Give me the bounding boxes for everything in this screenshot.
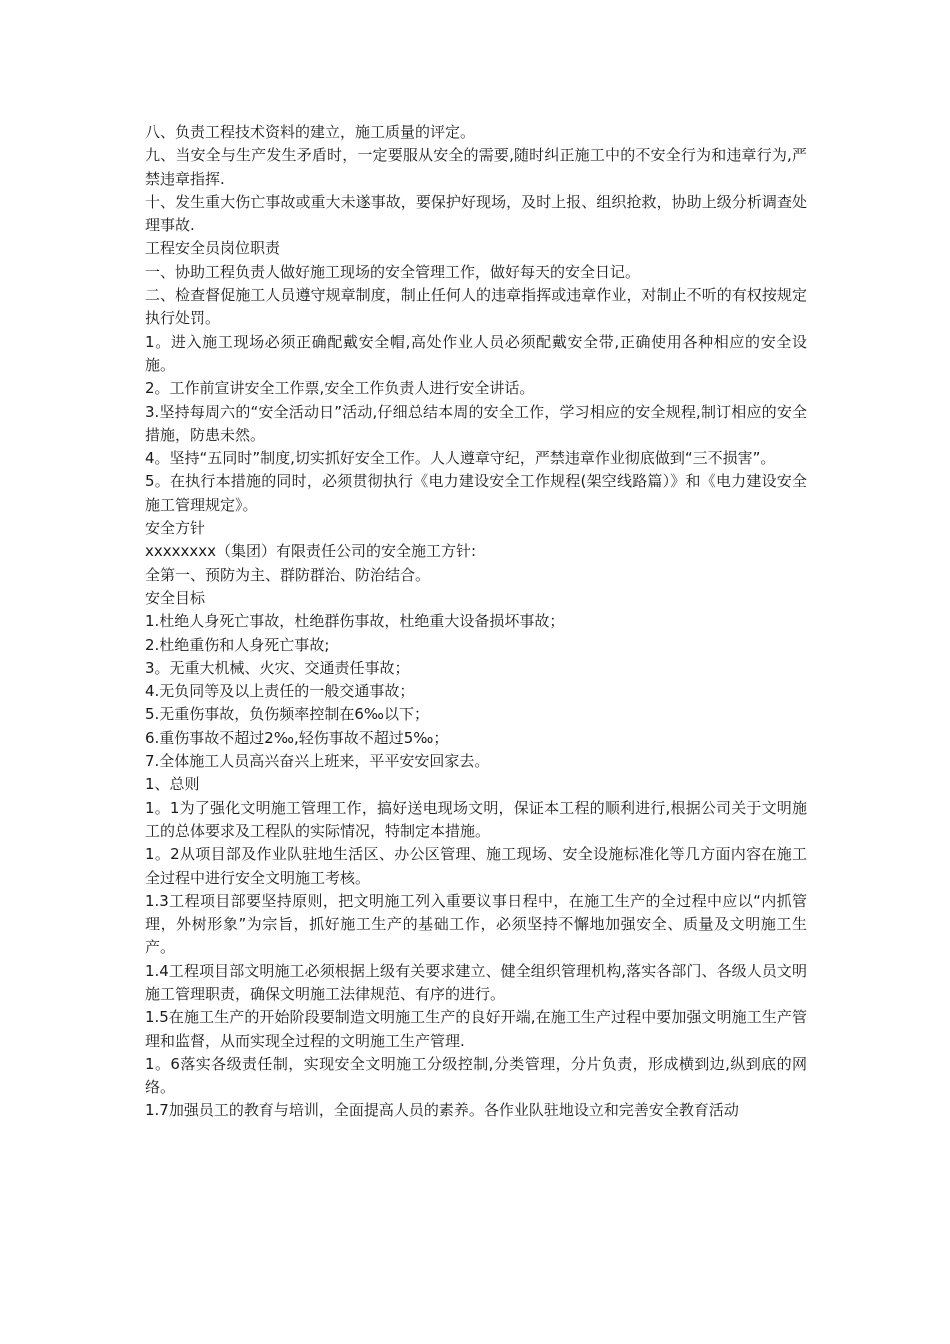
- section-heading-general-principles: 1、总则: [145, 775, 200, 794]
- paragraph-principle-1-1: 1。1为了强化文明施工管理工作，搞好送电现场文明，保证本工程的顺利进行,根据公司关于文明施工的总体要求及工程队的实际情况，特制定本措施。: [145, 798, 807, 840]
- paragraph-measure-4: 4。坚持“五同时”制度,切实抓好安全工作。人人遵章守纪，严禁违章作业彻底做到“三不损害”。: [145, 449, 776, 468]
- paragraph-principle-1-4: 1.4工程项目部文明施工必须根据上级有关要求建立、健全组织管理机构,落实各部门、各级人员文明施工管理职责，确保文明施工法律规范、有序的进行。: [145, 961, 807, 1003]
- paragraph-measure-5: 5。在执行本措施的同时，必须贯彻执行《电力建设安全工作规程(架空线路篇）》和《电力建设安全施工管理规定》。: [145, 472, 807, 514]
- document-page: [145, 121, 807, 1123]
- section-heading-safety-officer-duties: 工程安全员岗位职责: [145, 239, 281, 258]
- paragraph-principle-1-2: 1。2从项目部及作业队驻地生活区、办公区管理、施工现场、安全设施标准化等几方面内容在施工全过程中进行安全文明施工考核。: [145, 845, 807, 887]
- paragraph-duty-2: 二、检查督促施工人员遵守规章制度，制止任何人的违章指挥或违章作业，对制止不听的有权按规定执行处罚。: [145, 286, 807, 328]
- paragraph-policy-intro: xxxxxxxx（集团）有限责任公司的安全施工方针:: [145, 542, 477, 561]
- paragraph-policy-text: 全第一、预防为主、群防群治、防治结合。: [145, 565, 431, 584]
- paragraph-measure-3: 3.坚持每周六的“安全活动日”活动,仔细总结本周的安全工作，学习相应的安全规程,制订相应的安全措施，防患未然。: [145, 402, 807, 444]
- paragraph-goal-5: 5.无重伤事故，负伤频率控制在6‰以下；: [145, 705, 429, 724]
- paragraph-principle-1-3: 1.3工程项目部要坚持原则，把文明施工列入重要议事日程中，在施工生产的全过程中应以“内抓管理，外树形象”为宗旨，抓好施工生产的基础工作，必须坚持不懈地加强安全、质量及文明施工生产。: [145, 891, 807, 957]
- paragraph-item-9: 九、当安全与生产发生矛盾时，一定要服从安全的需要,随时纠正施工中的不安全行为和违章行为,严禁违章指挥.: [145, 146, 807, 188]
- paragraph-principle-1-7: 1.7加强员工的教育与培训，全面提高人员的素养。各作业队驻地设立和完善安全教育活动: [145, 1101, 739, 1120]
- paragraph-goal-6: 6.重伤事故不超过2‰,轻伤事故不超过5‰；: [145, 728, 449, 747]
- paragraph-measure-2: 2。工作前宣讲安全工作票,安全工作负责人进行安全讲话。: [145, 379, 535, 398]
- paragraph-goal-7: 7.全体施工人员高兴奋兴上班来，平平安安回家去。: [145, 752, 490, 771]
- section-heading-safety-policy: 安全方针: [145, 519, 206, 538]
- paragraph-goal-1: 1.杜绝人身死亡事故，杜绝群伤事故，杜绝重大设备损坏事故；: [145, 612, 565, 631]
- section-heading-safety-goals: 安全目标: [145, 588, 206, 607]
- paragraph-principle-1-6: 1。6落实各级责任制，实现安全文明施工分级控制,分类管理，分片负责，形成横到边,纵到底的网络。: [145, 1054, 807, 1097]
- paragraph-item-10: 十、发生重大伤亡事故或重大未遂事故，要保护好现场，及时上报、组织抢救，协助上级分析调查处理事故.: [145, 192, 807, 235]
- paragraph-goal-4: 4.无负同等及以上责任的一般交通事故；: [145, 682, 415, 701]
- paragraph-duty-1: 一、协助工程负责人做好施工现场的安全管理工作，做好每天的安全日记。: [145, 262, 641, 281]
- paragraph-measure-1: 1。进入施工现场必须正确配戴安全帽,高处作业人员必须配戴安全带,正确使用各种相应的安全设施。: [145, 332, 807, 374]
- paragraph-goal-2: 2.杜绝重伤和人身死亡事故;: [145, 635, 330, 654]
- paragraph-principle-1-5: 1.5在施工生产的开始阶段要制造文明施工生产的良好开端,在施工生产过程中要加强文明施工生产管理和监督，从而实现全过程的文明施工生产管理.: [145, 1008, 807, 1050]
- paragraph-item-8: 八、负责工程技术资料的建立，施工质量的评定。: [145, 123, 476, 141]
- paragraph-goal-3: 3。无重大机械、火灾、交通责任事故；: [145, 658, 410, 677]
